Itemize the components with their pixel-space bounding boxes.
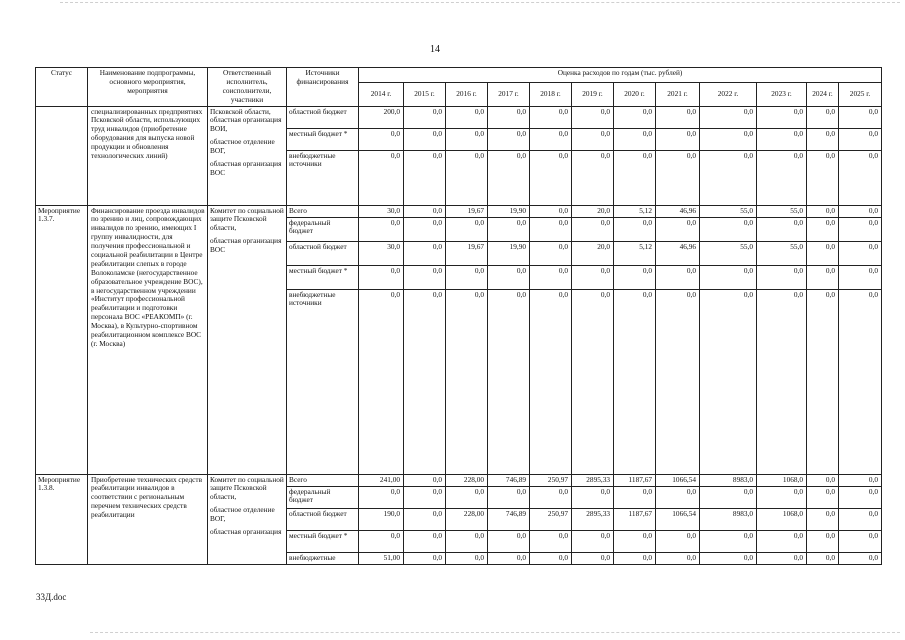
expense-value-cell: 1068,0 bbox=[757, 474, 807, 486]
expense-value-cell: 0,0 bbox=[446, 106, 488, 128]
expense-value-cell: 0,0 bbox=[700, 128, 757, 150]
expense-value-cell: 0,0 bbox=[614, 150, 656, 205]
expense-value-cell: 0,0 bbox=[404, 486, 446, 508]
expense-value-cell: 0,0 bbox=[572, 265, 614, 289]
expense-value-cell: 55,0 bbox=[757, 241, 807, 265]
expense-value-cell: 0,0 bbox=[807, 552, 839, 564]
expense-value-cell: 0,0 bbox=[404, 150, 446, 205]
executor-line: областная организация ВОС bbox=[210, 236, 282, 255]
expense-value-cell: 0,0 bbox=[656, 530, 700, 552]
executor-line: областное отделение ВОГ, bbox=[210, 505, 275, 524]
funding-source-cell: местный бюджет * bbox=[287, 530, 359, 552]
expense-value-cell: 0,0 bbox=[488, 552, 530, 564]
executor-cell bbox=[208, 205, 287, 474]
expense-value-cell: 55,0 bbox=[700, 205, 757, 217]
funding-source-cell: областной бюджет bbox=[287, 106, 359, 128]
expense-value-cell: 1066,54 bbox=[656, 474, 700, 486]
page-number: 14 bbox=[430, 44, 440, 55]
measure-name-cell: специализированных предприятиях Псковской области, использующих труд инвалидов (приобретение оборудования для выпуска новой продукции и обновления технологических линий) bbox=[88, 106, 208, 205]
expense-value-cell: 19,67 bbox=[446, 241, 488, 265]
header-year: 2020 г. bbox=[614, 82, 656, 106]
expense-value-cell: 0,0 bbox=[404, 552, 446, 564]
expense-value-cell: 0,0 bbox=[530, 217, 572, 241]
expense-value-cell: 0,0 bbox=[488, 486, 530, 508]
expense-value-cell: 0,0 bbox=[614, 265, 656, 289]
expense-value-cell: 0,0 bbox=[488, 128, 530, 150]
expense-value-cell: 0,0 bbox=[700, 530, 757, 552]
header-year: 2021 г. bbox=[656, 82, 700, 106]
header-year: 2023 г. bbox=[757, 82, 807, 106]
expense-value-cell: 0,0 bbox=[488, 265, 530, 289]
expense-value-cell: 0,0 bbox=[530, 106, 572, 128]
expense-value-cell: 0,0 bbox=[359, 530, 404, 552]
header-executor: Ответственный исполнитель, соисполнители, участники bbox=[208, 68, 287, 107]
table-row bbox=[36, 106, 882, 128]
expense-value-cell: 1187,67 bbox=[614, 508, 656, 530]
funding-source-cell: Всего bbox=[287, 205, 359, 217]
expense-value-cell: 0,0 bbox=[359, 486, 404, 508]
expense-value-cell: 0,0 bbox=[614, 530, 656, 552]
expense-value-cell: 0,0 bbox=[656, 128, 700, 150]
expense-value-cell: 200,0 bbox=[359, 106, 404, 128]
expense-value-cell: 0,0 bbox=[530, 128, 572, 150]
expense-value-cell: 0,0 bbox=[656, 217, 700, 241]
expense-value-cell: 0,0 bbox=[359, 217, 404, 241]
expense-value-cell: 51,00 bbox=[359, 552, 404, 564]
expense-value-cell: 228,00 bbox=[446, 474, 488, 486]
expense-value-cell: 0,0 bbox=[446, 289, 488, 474]
expense-value-cell: 0,0 bbox=[530, 150, 572, 205]
status-cell bbox=[36, 106, 88, 205]
header-year: 2015 г. bbox=[404, 82, 446, 106]
executor-cell bbox=[208, 474, 287, 564]
funding-source-cell: федеральный бюджет bbox=[287, 486, 359, 508]
header-year: 2018 г. bbox=[530, 82, 572, 106]
table-body bbox=[36, 106, 882, 564]
expense-value-cell: 0,0 bbox=[839, 217, 882, 241]
expense-value-cell: 0,0 bbox=[572, 150, 614, 205]
expense-value-cell: 0,0 bbox=[446, 530, 488, 552]
header-year: 2025 г. bbox=[839, 82, 882, 106]
expense-value-cell: 1066,54 bbox=[656, 508, 700, 530]
expense-value-cell: 0,0 bbox=[572, 217, 614, 241]
expense-value-cell: 0,0 bbox=[614, 217, 656, 241]
expense-value-cell: 0,0 bbox=[807, 508, 839, 530]
expense-value-cell: 746,89 bbox=[488, 474, 530, 486]
executor-line: областное отделение ВОГ, bbox=[210, 137, 275, 156]
expense-value-cell: 0,0 bbox=[807, 265, 839, 289]
expense-value-cell: 0,0 bbox=[488, 217, 530, 241]
expense-value-cell: 0,0 bbox=[757, 530, 807, 552]
expense-value-cell: 0,0 bbox=[446, 128, 488, 150]
expense-value-cell: 0,0 bbox=[446, 150, 488, 205]
header-year: 2016 г. bbox=[446, 82, 488, 106]
expense-value-cell: 0,0 bbox=[839, 128, 882, 150]
expense-value-cell: 0,0 bbox=[839, 474, 882, 486]
expense-value-cell: 0,0 bbox=[572, 106, 614, 128]
expense-value-cell: 0,0 bbox=[404, 205, 446, 217]
expense-value-cell: 0,0 bbox=[807, 205, 839, 217]
expense-value-cell: 1187,67 bbox=[614, 474, 656, 486]
expense-value-cell: 0,0 bbox=[839, 486, 882, 508]
funding-source-cell: внебюджетные bbox=[287, 552, 359, 564]
header-source: Источники финансирования bbox=[287, 68, 359, 107]
expense-value-cell: 0,0 bbox=[757, 217, 807, 241]
expense-value-cell: 0,0 bbox=[488, 150, 530, 205]
expense-value-cell: 0,0 bbox=[757, 486, 807, 508]
expense-value-cell: 0,0 bbox=[359, 265, 404, 289]
expense-value-cell: 20,0 bbox=[572, 241, 614, 265]
funding-source-cell: областной бюджет bbox=[287, 241, 359, 265]
expense-value-cell: 55,0 bbox=[700, 241, 757, 265]
expense-value-cell: 0,0 bbox=[488, 106, 530, 128]
header-year: 2014 г. bbox=[359, 82, 404, 106]
expense-value-cell: 0,0 bbox=[700, 265, 757, 289]
expense-value-cell: 19,90 bbox=[488, 205, 530, 217]
expense-value-cell: 0,0 bbox=[700, 217, 757, 241]
expense-value-cell: 0,0 bbox=[757, 128, 807, 150]
expense-value-cell: 19,90 bbox=[488, 241, 530, 265]
expense-value-cell: 0,0 bbox=[446, 552, 488, 564]
table-row bbox=[36, 474, 882, 486]
expense-value-cell: 0,0 bbox=[530, 265, 572, 289]
expense-value-cell: 0,0 bbox=[700, 150, 757, 205]
expense-value-cell: 250,97 bbox=[530, 474, 572, 486]
expense-value-cell: 0,0 bbox=[656, 265, 700, 289]
executor-line: Псковской области, областная организация ВОИ, bbox=[210, 106, 282, 134]
expense-value-cell: 0,0 bbox=[656, 552, 700, 564]
executor-cell bbox=[208, 106, 287, 205]
expense-value-cell: 0,0 bbox=[839, 106, 882, 128]
expense-value-cell: 0,0 bbox=[404, 106, 446, 128]
expense-value-cell: 0,0 bbox=[530, 552, 572, 564]
funding-source-cell: местный бюджет * bbox=[287, 128, 359, 150]
expense-value-cell: 2895,33 bbox=[572, 508, 614, 530]
expense-value-cell: 0,0 bbox=[614, 128, 656, 150]
expense-value-cell: 2895,33 bbox=[572, 474, 614, 486]
expense-value-cell: 30,0 bbox=[359, 205, 404, 217]
scan-artifact-top bbox=[60, 2, 900, 4]
expense-value-cell: 0,0 bbox=[839, 205, 882, 217]
expense-value-cell: 190,0 bbox=[359, 508, 404, 530]
expense-value-cell: 0,0 bbox=[700, 486, 757, 508]
expense-value-cell: 0,0 bbox=[807, 217, 839, 241]
expense-value-cell: 0,0 bbox=[839, 552, 882, 564]
expense-value-cell: 0,0 bbox=[530, 530, 572, 552]
header-status: Статус bbox=[36, 68, 88, 107]
expense-value-cell: 0,0 bbox=[404, 530, 446, 552]
expense-value-cell: 0,0 bbox=[700, 106, 757, 128]
expense-value-cell: 0,0 bbox=[807, 106, 839, 128]
header-year: 2019 г. bbox=[572, 82, 614, 106]
expense-value-cell: 46,96 bbox=[656, 241, 700, 265]
expense-value-cell: 0,0 bbox=[614, 289, 656, 474]
expense-value-cell: 0,0 bbox=[446, 217, 488, 241]
expense-value-cell: 0,0 bbox=[404, 474, 446, 486]
expense-value-cell: 0,0 bbox=[839, 289, 882, 474]
expense-value-cell: 0,0 bbox=[807, 474, 839, 486]
expense-value-cell: 0,0 bbox=[614, 486, 656, 508]
status-cell: Мероприятие 1.3.8. bbox=[36, 474, 88, 564]
table-row bbox=[36, 205, 882, 217]
funding-source-cell: внебюджетные источники bbox=[287, 289, 359, 474]
expense-value-cell: 0,0 bbox=[359, 289, 404, 474]
expense-value-cell: 46,96 bbox=[656, 205, 700, 217]
header-year: 2022 г. bbox=[700, 82, 757, 106]
expense-value-cell: 0,0 bbox=[446, 486, 488, 508]
expense-value-cell: 0,0 bbox=[572, 552, 614, 564]
expense-value-cell: 746,89 bbox=[488, 508, 530, 530]
expense-value-cell: 19,67 bbox=[446, 205, 488, 217]
expense-value-cell: 8983,0 bbox=[700, 474, 757, 486]
expense-value-cell: 0,0 bbox=[656, 106, 700, 128]
expense-value-cell: 0,0 bbox=[656, 150, 700, 205]
expense-value-cell: 0,0 bbox=[807, 241, 839, 265]
expense-value-cell: 5,12 bbox=[614, 241, 656, 265]
table-header bbox=[36, 68, 882, 107]
executor-line: областная организация ВОС bbox=[210, 159, 282, 177]
expense-value-cell: 0,0 bbox=[404, 289, 446, 474]
expense-value-cell: 0,0 bbox=[839, 530, 882, 552]
expense-value-cell: 0,0 bbox=[839, 508, 882, 530]
expense-value-cell: 0,0 bbox=[757, 265, 807, 289]
expense-value-cell: 0,0 bbox=[530, 241, 572, 265]
expense-value-cell: 0,0 bbox=[404, 265, 446, 289]
executor-line: Комитет по социальной защите Псковской области, bbox=[210, 205, 284, 233]
status-cell: Мероприятие 1.3.7. bbox=[36, 205, 88, 474]
expense-value-cell: 0,0 bbox=[839, 150, 882, 205]
executor-line: Комитет по социальной защите Псковской области, bbox=[210, 474, 284, 502]
expense-value-cell: 0,0 bbox=[488, 530, 530, 552]
expense-value-cell: 0,0 bbox=[572, 486, 614, 508]
expense-value-cell: 0,0 bbox=[656, 486, 700, 508]
expense-value-cell: 0,0 bbox=[700, 289, 757, 474]
funding-source-cell: местный бюджет * bbox=[287, 265, 359, 289]
expense-value-cell: 0,0 bbox=[614, 106, 656, 128]
expense-value-cell: 0,0 bbox=[614, 552, 656, 564]
expense-value-cell: 0,0 bbox=[572, 128, 614, 150]
footer-file-name: 33Д.doc bbox=[36, 592, 67, 602]
expense-value-cell: 0,0 bbox=[530, 486, 572, 508]
expense-value-cell: 0,0 bbox=[807, 289, 839, 474]
expense-value-cell: 30,0 bbox=[359, 241, 404, 265]
expense-value-cell: 250,97 bbox=[530, 508, 572, 530]
funding-source-cell: областной бюджет bbox=[287, 508, 359, 530]
expense-value-cell: 20,0 bbox=[572, 205, 614, 217]
executor-line: областная организация bbox=[210, 527, 282, 537]
expense-value-cell: 0,0 bbox=[757, 106, 807, 128]
header-year: 2017 г. bbox=[488, 82, 530, 106]
expense-value-cell: 0,0 bbox=[359, 128, 404, 150]
expense-value-cell: 0,0 bbox=[839, 241, 882, 265]
expense-value-cell: 0,0 bbox=[757, 552, 807, 564]
expense-value-cell: 0,0 bbox=[807, 486, 839, 508]
expense-value-cell: 0,0 bbox=[488, 289, 530, 474]
scan-artifact-bottom bbox=[90, 632, 900, 634]
expense-value-cell: 0,0 bbox=[572, 289, 614, 474]
expense-value-cell: 0,0 bbox=[572, 530, 614, 552]
expense-value-cell: 0,0 bbox=[530, 205, 572, 217]
funding-source-cell: Всего bbox=[287, 474, 359, 486]
measure-name-cell: Приобретение технических средств реабилитации инвалидов в соответствии с региональным перечнем технических средств реабилитации bbox=[88, 474, 208, 564]
expense-value-cell: 0,0 bbox=[807, 128, 839, 150]
expense-value-cell: 0,0 bbox=[757, 150, 807, 205]
header-year: 2024 г. bbox=[807, 82, 839, 106]
header-name: Наименование подпрограммы, основного мероприятия, мероприятия bbox=[88, 68, 208, 107]
funding-source-cell: внебюджетные источники bbox=[287, 150, 359, 205]
expense-value-cell: 0,0 bbox=[530, 289, 572, 474]
measure-name-cell: Финансирование проезда инвалидов по зрению и лиц, сопровождающих инвалидов по зрению, имеющих I группу инвалидности, для получения профессиональной и социальной реабилитации в Центре реабилитации слепых в городе Волоколамске (негосударственное образовательное учреждение ВОС), в негосударственном учреждении «Институт профессиональной реабилитации и подготовки персонала ВОС «РЕАКОМП» (г. Москва), в Культурно-спортивном реабилитационном комплексе ВОС (г. Москва) bbox=[88, 205, 208, 474]
expenses-table bbox=[35, 67, 882, 565]
expense-value-cell: 0,0 bbox=[757, 289, 807, 474]
expense-value-cell: 0,0 bbox=[404, 128, 446, 150]
expense-value-cell: 1068,0 bbox=[757, 508, 807, 530]
expense-value-cell: 55,0 bbox=[757, 205, 807, 217]
expense-value-cell: 0,0 bbox=[446, 265, 488, 289]
expense-value-cell: 0,0 bbox=[807, 150, 839, 205]
expense-value-cell: 8983,0 bbox=[700, 508, 757, 530]
expense-value-cell: 241,00 bbox=[359, 474, 404, 486]
expense-value-cell: 0,0 bbox=[404, 508, 446, 530]
expense-value-cell: 0,0 bbox=[404, 217, 446, 241]
expense-value-cell: 0,0 bbox=[839, 265, 882, 289]
expense-value-cell: 0,0 bbox=[807, 530, 839, 552]
funding-source-cell: федеральный бюджет bbox=[287, 217, 359, 241]
expense-value-cell: 228,00 bbox=[446, 508, 488, 530]
expense-value-cell: 0,0 bbox=[656, 289, 700, 474]
expense-value-cell: 0,0 bbox=[359, 150, 404, 205]
expense-value-cell: 0,0 bbox=[700, 552, 757, 564]
expense-value-cell: 5,12 bbox=[614, 205, 656, 217]
header-expenses: Оценка расходов по годам (тыс. рублей) bbox=[359, 68, 882, 83]
expense-value-cell: 0,0 bbox=[404, 241, 446, 265]
